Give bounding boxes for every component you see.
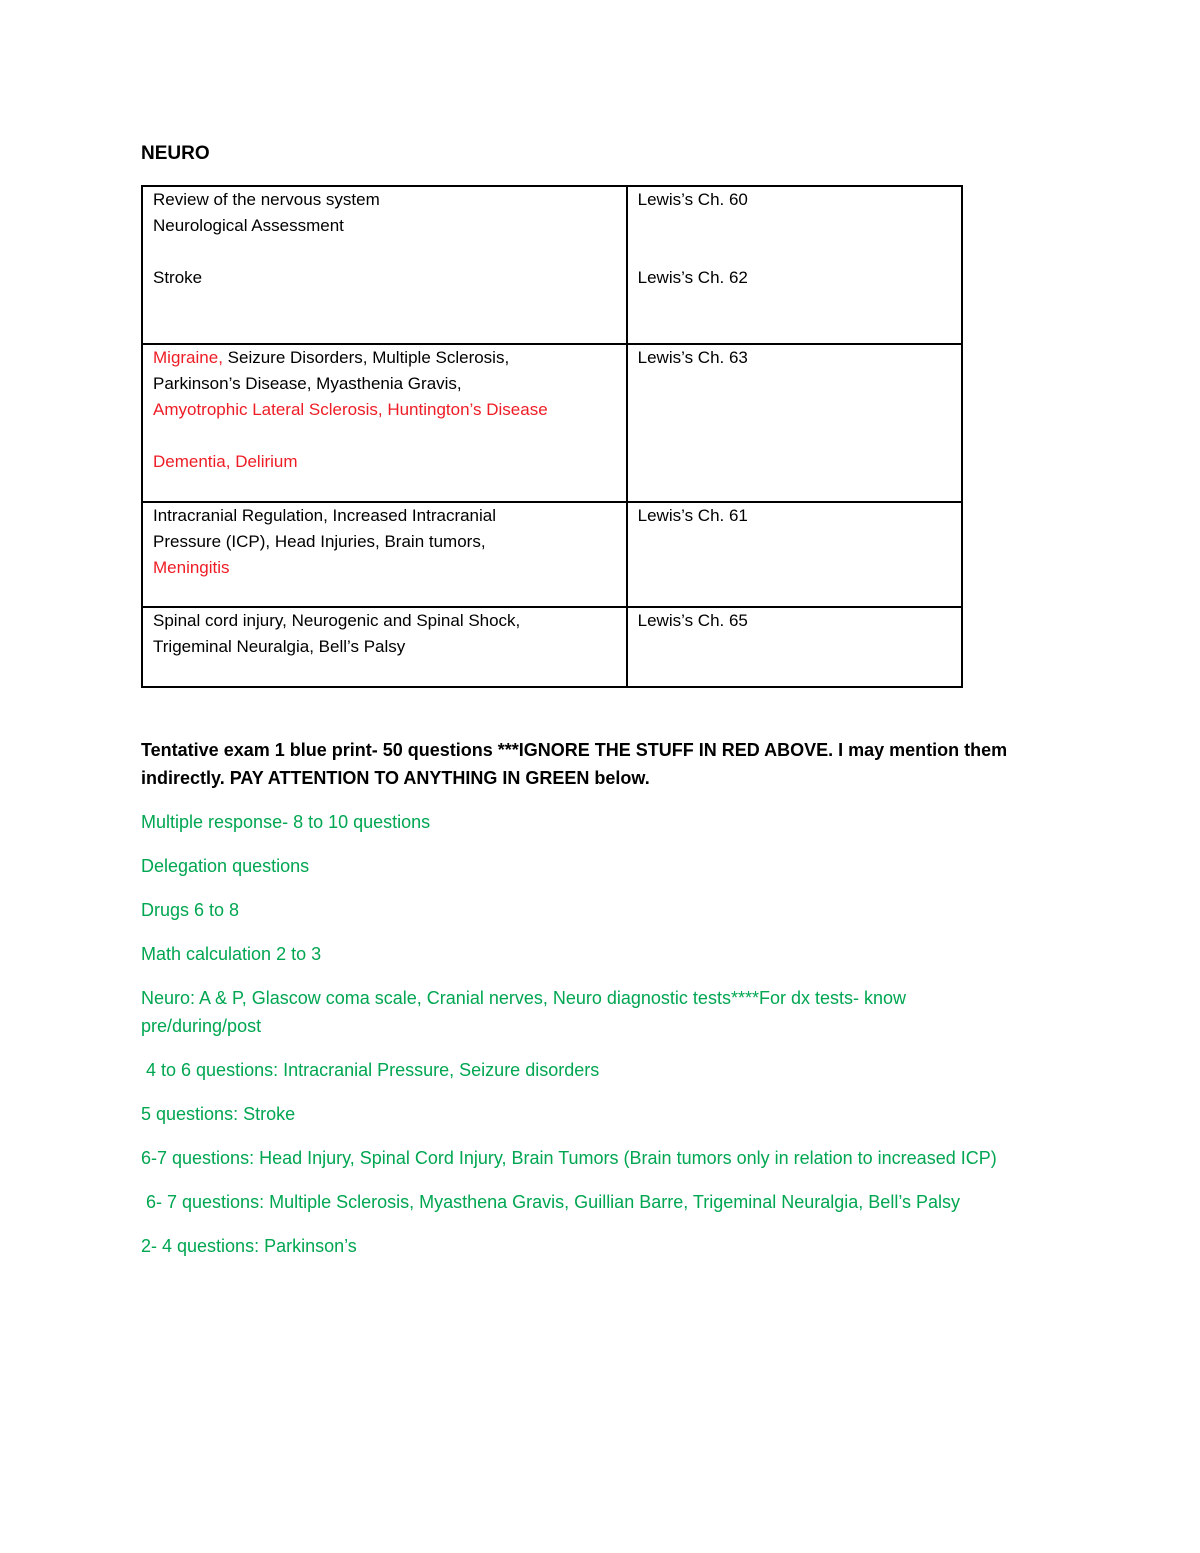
blueprint-item: Delegation questions bbox=[141, 856, 310, 876]
topic-cell bbox=[142, 502, 627, 607]
topic-text: Trigeminal Neuralgia, Bell’s Palsy bbox=[153, 637, 406, 656]
blueprint-heading: Tentative exam 1 blue print- 50 questions ***IGNORE THE STUFF IN RED ABOVE. I may mention them indirectly. PAY ATTENTION TO ANYTHING IN GREEN below. bbox=[141, 740, 1008, 788]
blueprint-item: Drugs 6 to 8 bbox=[141, 900, 240, 920]
topic-text-red: Meningitis bbox=[153, 558, 230, 577]
topic-text: Intracranial Regulation, Increased Intracranial bbox=[153, 506, 497, 525]
topic-text-red: Amyotrophic Lateral Sclerosis, Huntington’s Disease bbox=[153, 400, 548, 419]
topic-text: Pressure (ICP), Head Injuries, Brain tumors, bbox=[153, 532, 486, 551]
topic-text: Review of the nervous system bbox=[153, 190, 380, 209]
topic-text: Neurological Assessment bbox=[153, 216, 344, 235]
topic-cell bbox=[142, 344, 627, 502]
blueprint-item: Neuro: A & P, Glascow coma scale, Cranial nerves, Neuro diagnostic tests****For dx tests- know pre/during/post bbox=[141, 988, 907, 1036]
table-row bbox=[142, 607, 962, 687]
topic-text: Spinal cord injury, Neurogenic and Spinal Shock, bbox=[153, 611, 521, 630]
chapter-ref: Lewis’s Ch. 61 bbox=[637, 506, 748, 525]
exam-blueprint bbox=[141, 736, 1061, 1276]
chapter-cell bbox=[627, 502, 962, 607]
table-row bbox=[142, 344, 962, 502]
table-row bbox=[142, 186, 962, 344]
chapter-ref: Lewis’s Ch. 65 bbox=[637, 611, 748, 630]
topic-cell bbox=[142, 607, 627, 687]
blueprint-item: Multiple response- 8 to 10 questions bbox=[141, 812, 431, 832]
blueprint-item: 6- 7 questions: Multiple Sclerosis, Myasthena Gravis, Guillian Barre, Trigeminal Neuralgia, Bell’s Palsy bbox=[141, 1192, 961, 1212]
blueprint-item: 4 to 6 questions: Intracranial Pressure, Seizure disorders bbox=[141, 1060, 600, 1080]
chapter-ref: Lewis’s Ch. 63 bbox=[637, 348, 748, 367]
topic-text: Parkinson’s Disease, Myasthenia Gravis, bbox=[153, 374, 462, 393]
topic-text: Seizure Disorders, Multiple Sclerosis, bbox=[222, 348, 510, 367]
topic-text-red: Migraine, bbox=[153, 348, 223, 367]
chapter-cell bbox=[627, 186, 962, 344]
blueprint-item: 5 questions: Stroke bbox=[141, 1104, 296, 1124]
table-row bbox=[142, 502, 962, 607]
chapter-ref: Lewis’s Ch. 60 bbox=[637, 190, 748, 209]
topic-text: Stroke bbox=[153, 268, 203, 287]
topic-text-red: Dementia, Delirium bbox=[153, 452, 298, 471]
blueprint-item: 6-7 questions: Head Injury, Spinal Cord Injury, Brain Tumors (Brain tumors only in relation to increased ICP) bbox=[141, 1148, 997, 1168]
blueprint-item: 2- 4 questions: Parkinson’s bbox=[141, 1236, 357, 1256]
chapter-ref: Lewis’s Ch. 62 bbox=[637, 268, 748, 287]
blueprint-item: Math calculation 2 to 3 bbox=[141, 944, 322, 964]
syllabus-table bbox=[141, 185, 963, 688]
page-title: NEURO bbox=[141, 143, 210, 164]
chapter-cell bbox=[627, 344, 962, 502]
topic-cell bbox=[142, 186, 627, 344]
chapter-cell bbox=[627, 607, 962, 687]
